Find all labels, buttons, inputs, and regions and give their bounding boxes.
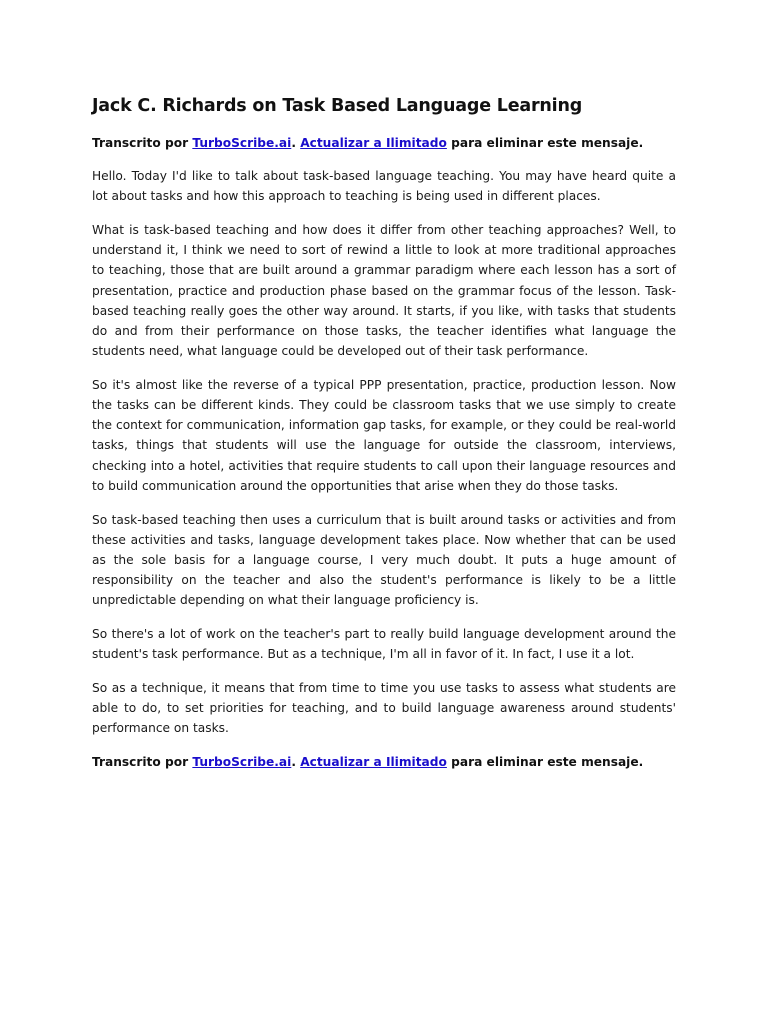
transcription-banner-bottom [92, 752, 676, 772]
transcription-banner-top [92, 133, 676, 153]
banner-suffix: para eliminar este mensaje. [446, 755, 644, 770]
turboscribe-link[interactable]: TurboScribe.ai [192, 755, 292, 770]
upgrade-unlimited-link[interactable]: Actualizar a Ilimitado [300, 136, 447, 150]
paragraph: So there's a lot of work on the teacher's part to really build language development around the student's task performance. But as a technique, I'm all in favor of it. In fact, I use it a lot. [92, 627, 676, 662]
document-page [92, 94, 676, 785]
paragraph: So as a technique, it means that from time to time you use tasks to assess what students are able to do, to set priorities for teaching, and to build language awareness around students' performance on tasks. [92, 680, 676, 736]
paragraph: So it's almost like the reverse of a typical PPP presentation, practice, production lesson. Now the tasks can be different kinds. They could be classroom tasks that we use simply to create the context for communication, information gap tasks, for example, or they could be real-world tasks, things that students will use the language for outside the classroom, interviews, checking into a hotel, activities that require students to call upon their language resources and to build communication around the opportunities that arise when they do those tasks. [92, 377, 676, 493]
banner-separator: . [291, 136, 301, 150]
banner-separator: . [291, 755, 301, 770]
upgrade-unlimited-link[interactable]: Actualizar a Ilimitado [300, 755, 447, 770]
paragraph: Hello. Today I'd like to talk about task-based language teaching. You may have heard quite a lot about tasks and how this approach to teaching is being used in different places. [92, 169, 676, 204]
turboscribe-link[interactable]: TurboScribe.ai [192, 136, 292, 150]
document-title: Jack C. Richards on Task Based Language Learning [92, 96, 583, 116]
banner-prefix: Transcrito por [92, 755, 193, 770]
paragraph: What is task-based teaching and how does it differ from other teaching approaches? Well, to understand it, I think we need to sort of rewind a little to look at more traditional approaches to teaching, those that are built around a grammar paradigm where each lesson has a sort of presentation, practice and production phase based on the grammar focus of the lesson. Task-based teaching really goes the other way around. It starts, if you like, with tasks that students do and from their performance on those tasks, the teacher identifies what language the students need, what language could be developed out of their task performance. [92, 222, 676, 359]
banner-suffix: para eliminar este mensaje. [446, 136, 644, 150]
paragraph: So task-based teaching then uses a curriculum that is built around tasks or activities and from these activities and tasks, language development takes place. Now whether that can be used as the sole basis for a language course, I very much doubt. It puts a huge amount of responsibility on the teacher and also the student's performance is likely to be a little unpredictable depending on what their language proficiency is. [92, 512, 676, 608]
banner-prefix: Transcrito por [92, 136, 193, 150]
